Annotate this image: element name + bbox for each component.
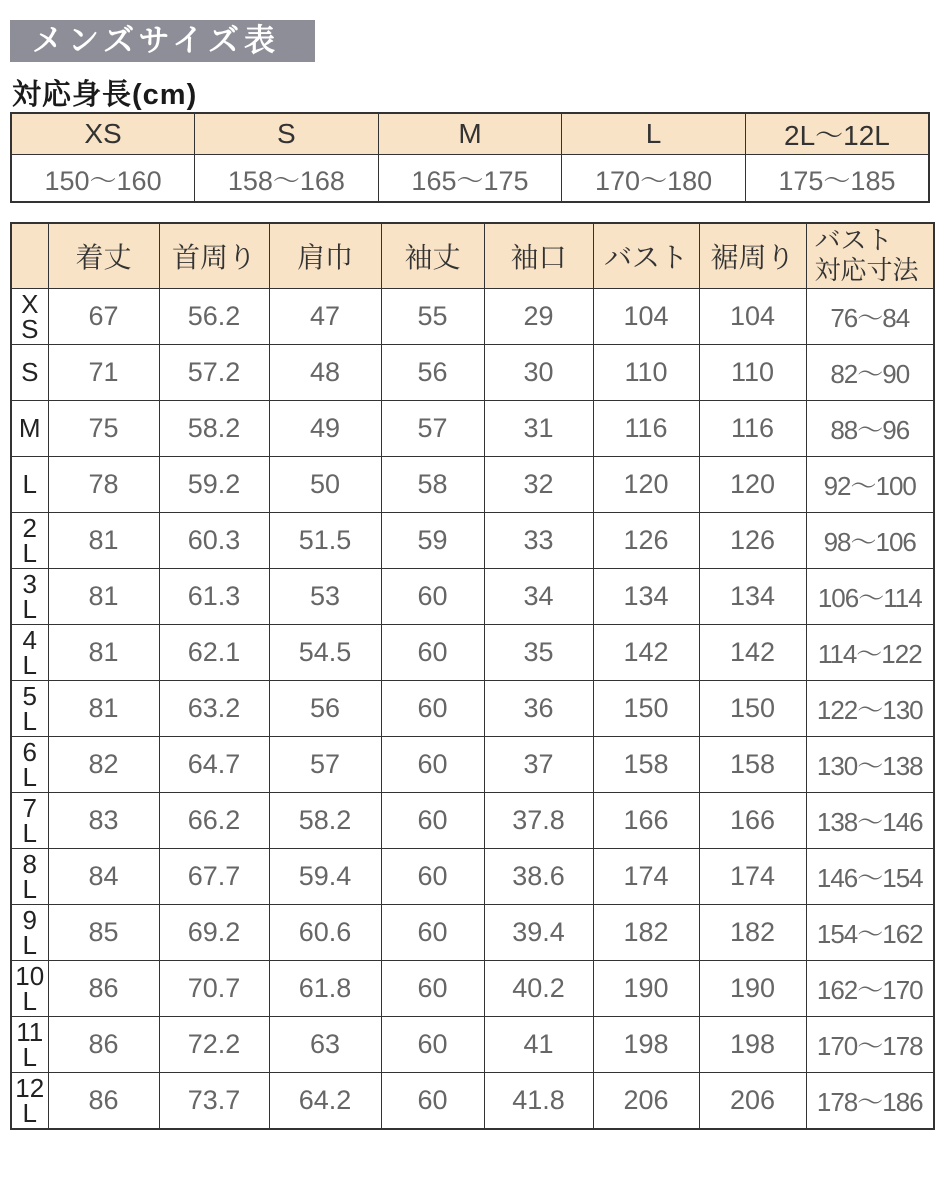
measurement-cell: 174 <box>593 849 699 905</box>
height-table-header-row <box>11 113 929 155</box>
row-size-label <box>11 401 48 457</box>
measurement-cell: 55 <box>381 289 484 345</box>
measurement-cell: 37 <box>484 737 593 793</box>
row-size-label-line: S <box>21 313 39 344</box>
measurement-cell: 158 <box>593 737 699 793</box>
table-row <box>11 849 934 905</box>
row-size-label-line: L <box>22 649 37 680</box>
row-size-label <box>11 1073 48 1130</box>
bust-range-cell: 88〜96 <box>806 401 934 457</box>
measurement-cell: 37.8 <box>484 793 593 849</box>
measurement-cell: 81 <box>48 681 159 737</box>
row-size-label-line: 2 <box>22 512 37 543</box>
measurement-cell: 34 <box>484 569 593 625</box>
row-size-label-line: S <box>21 357 39 388</box>
measurement-cell: 61.8 <box>269 961 381 1017</box>
measurement-cell: 60 <box>381 849 484 905</box>
height-table-size-header: XS <box>11 113 195 155</box>
height-table-range-cell: 175〜185 <box>745 155 929 203</box>
measurement-cell: 182 <box>593 905 699 961</box>
measurement-cell: 85 <box>48 905 159 961</box>
bust-range-cell: 178〜186 <box>806 1073 934 1130</box>
measurement-cell: 166 <box>593 793 699 849</box>
row-size-label-line: L <box>22 873 37 904</box>
page-title-text: メンズサイズ表 <box>32 23 280 58</box>
bust-range-cell: 170〜178 <box>806 1017 934 1073</box>
measurement-cell: 59.4 <box>269 849 381 905</box>
measurement-cell: 81 <box>48 625 159 681</box>
height-table-size-header: S <box>195 113 379 155</box>
row-size-label <box>11 345 48 401</box>
measurement-cell: 38.6 <box>484 849 593 905</box>
bust-range-cell: 82〜90 <box>806 345 934 401</box>
measurement-cell: 120 <box>593 457 699 513</box>
measurement-cell: 30 <box>484 345 593 401</box>
measurement-cell: 60 <box>381 625 484 681</box>
measurement-cell: 33 <box>484 513 593 569</box>
height-table-value-row <box>11 155 929 203</box>
measurement-cell: 58.2 <box>269 793 381 849</box>
measurement-cell: 48 <box>269 345 381 401</box>
measurement-cell: 35 <box>484 625 593 681</box>
measurement-cell: 60 <box>381 961 484 1017</box>
table-row <box>11 401 934 457</box>
row-size-label <box>11 569 48 625</box>
measurement-cell: 29 <box>484 289 593 345</box>
measurement-cell: 134 <box>593 569 699 625</box>
measurement-cell: 56 <box>269 681 381 737</box>
measurement-cell: 58.2 <box>159 401 269 457</box>
measurement-cell: 57 <box>381 401 484 457</box>
height-table-range-cell: 165〜175 <box>378 155 562 203</box>
measurement-cell: 56.2 <box>159 289 269 345</box>
row-size-label-line: L <box>22 593 37 624</box>
bust-range-cell: 122〜130 <box>806 681 934 737</box>
measurement-cell: 166 <box>699 793 806 849</box>
measurement-cell: 60 <box>381 793 484 849</box>
row-size-label <box>11 513 48 569</box>
table-row <box>11 737 934 793</box>
row-size-label-line: L <box>22 817 37 848</box>
measurement-cell: 70.7 <box>159 961 269 1017</box>
row-size-label-line: 8 <box>22 848 37 879</box>
measurement-cell: 60.6 <box>269 905 381 961</box>
row-size-label-line: L <box>22 537 37 568</box>
measurement-cell: 71 <box>48 345 159 401</box>
size-table-column-header: 裾周り <box>699 223 806 289</box>
row-size-label <box>11 289 48 345</box>
measurement-cell: 142 <box>593 625 699 681</box>
measurement-cell: 56 <box>381 345 484 401</box>
row-size-label-line: L <box>22 985 37 1016</box>
measurement-cell: 198 <box>593 1017 699 1073</box>
measurement-cell: 62.1 <box>159 625 269 681</box>
table-row <box>11 289 934 345</box>
row-size-label-line: M <box>18 413 41 444</box>
measurement-cell: 83 <box>48 793 159 849</box>
measurement-cell: 150 <box>699 681 806 737</box>
measurement-cell: 116 <box>699 401 806 457</box>
bust-range-cell: 146〜154 <box>806 849 934 905</box>
measurement-cell: 53 <box>269 569 381 625</box>
bust-range-cell: 92〜100 <box>806 457 934 513</box>
measurement-cell: 150 <box>593 681 699 737</box>
row-size-label-line: L <box>22 469 37 500</box>
measurement-cell: 59.2 <box>159 457 269 513</box>
measurement-cell: 64.7 <box>159 737 269 793</box>
measurement-cell: 206 <box>593 1073 699 1130</box>
measurement-cell: 60 <box>381 1017 484 1073</box>
row-size-label-line: L <box>22 1097 37 1128</box>
measurement-cell: 57.2 <box>159 345 269 401</box>
row-size-label-line: 10 <box>15 960 45 991</box>
table-row <box>11 625 934 681</box>
measurement-cell: 198 <box>699 1017 806 1073</box>
measurement-cell: 54.5 <box>269 625 381 681</box>
bust-range-cell: 114〜122 <box>806 625 934 681</box>
measurement-cell: 81 <box>48 513 159 569</box>
measurement-cell: 50 <box>269 457 381 513</box>
measurement-cell: 66.2 <box>159 793 269 849</box>
size-table-column-header: 着丈 <box>48 223 159 289</box>
measurement-cell: 49 <box>269 401 381 457</box>
measurement-cell: 32 <box>484 457 593 513</box>
row-size-label-line: X <box>21 288 39 319</box>
measurement-cell: 84 <box>48 849 159 905</box>
table-row <box>11 457 934 513</box>
table-row <box>11 513 934 569</box>
row-size-label-line: L <box>22 1041 37 1072</box>
table-row <box>11 961 934 1017</box>
height-table <box>10 112 930 203</box>
row-size-label-line: 11 <box>16 1016 44 1047</box>
row-size-label-line: L <box>22 705 37 736</box>
measurement-cell: 41.8 <box>484 1073 593 1130</box>
table-row <box>11 793 934 849</box>
height-table-range-cell: 158〜168 <box>195 155 379 203</box>
table-row <box>11 569 934 625</box>
measurement-cell: 126 <box>593 513 699 569</box>
measurement-cell: 67 <box>48 289 159 345</box>
size-table <box>10 222 935 1130</box>
measurement-cell: 78 <box>48 457 159 513</box>
measurement-cell: 59 <box>381 513 484 569</box>
height-table-caption: 対応身長(cm) <box>12 79 198 111</box>
size-table-header-row <box>11 223 934 289</box>
row-size-label-line: L <box>22 929 37 960</box>
size-table-header-bust-range-line: 対応寸法 <box>814 255 919 285</box>
table-row <box>11 1017 934 1073</box>
height-table-range-cell: 170〜180 <box>562 155 746 203</box>
page-title <box>10 20 315 62</box>
measurement-cell: 86 <box>48 1073 159 1130</box>
measurement-cell: 69.2 <box>159 905 269 961</box>
height-table-range-cell: 150〜160 <box>11 155 195 203</box>
measurement-cell: 75 <box>48 401 159 457</box>
bust-range-cell: 106〜114 <box>806 569 934 625</box>
bust-range-cell: 138〜146 <box>806 793 934 849</box>
measurement-cell: 39.4 <box>484 905 593 961</box>
measurement-cell: 60 <box>381 737 484 793</box>
table-row <box>11 905 934 961</box>
measurement-cell: 60.3 <box>159 513 269 569</box>
size-table-header-bust-range <box>806 223 934 289</box>
measurement-cell: 104 <box>593 289 699 345</box>
row-size-label <box>11 457 48 513</box>
row-size-label <box>11 625 48 681</box>
bust-range-cell: 154〜162 <box>806 905 934 961</box>
measurement-cell: 142 <box>699 625 806 681</box>
measurement-cell: 60 <box>381 905 484 961</box>
measurement-cell: 86 <box>48 961 159 1017</box>
measurement-cell: 116 <box>593 401 699 457</box>
size-table-header-bust-range-line: バスト <box>814 225 893 256</box>
measurement-cell: 31 <box>484 401 593 457</box>
measurement-cell: 72.2 <box>159 1017 269 1073</box>
measurement-cell: 190 <box>699 961 806 1017</box>
measurement-cell: 134 <box>699 569 806 625</box>
measurement-cell: 67.7 <box>159 849 269 905</box>
measurement-cell: 110 <box>699 345 806 401</box>
row-size-label-line: 5 <box>22 680 37 711</box>
row-size-label <box>11 1017 48 1073</box>
size-table-corner-cell <box>11 223 48 289</box>
bust-range-cell: 162〜170 <box>806 961 934 1017</box>
table-row <box>11 345 934 401</box>
measurement-cell: 63 <box>269 1017 381 1073</box>
row-size-label-line: L <box>22 761 37 792</box>
measurement-cell: 158 <box>699 737 806 793</box>
measurement-cell: 64.2 <box>269 1073 381 1130</box>
height-table-size-header: L <box>562 113 746 155</box>
measurement-cell: 182 <box>699 905 806 961</box>
row-size-label <box>11 905 48 961</box>
measurement-cell: 60 <box>381 681 484 737</box>
size-table-column-header: 袖口 <box>484 223 593 289</box>
measurement-cell: 60 <box>381 569 484 625</box>
row-size-label <box>11 793 48 849</box>
measurement-cell: 51.5 <box>269 513 381 569</box>
measurement-cell: 174 <box>699 849 806 905</box>
row-size-label <box>11 737 48 793</box>
measurement-cell: 47 <box>269 289 381 345</box>
row-size-label-line: 12 <box>15 1072 45 1103</box>
row-size-label-line: 7 <box>22 792 37 823</box>
bust-range-cell: 76〜84 <box>806 289 934 345</box>
table-row <box>11 681 934 737</box>
row-size-label <box>11 681 48 737</box>
measurement-cell: 190 <box>593 961 699 1017</box>
row-size-label-line: 9 <box>22 904 37 935</box>
measurement-cell: 36 <box>484 681 593 737</box>
measurement-cell: 82 <box>48 737 159 793</box>
measurement-cell: 61.3 <box>159 569 269 625</box>
measurement-cell: 104 <box>699 289 806 345</box>
row-size-label-line: 4 <box>22 624 37 655</box>
measurement-cell: 126 <box>699 513 806 569</box>
measurement-cell: 206 <box>699 1073 806 1130</box>
row-size-label-line: 3 <box>22 568 37 599</box>
row-size-label-line: 6 <box>22 736 37 767</box>
measurement-cell: 81 <box>48 569 159 625</box>
measurement-cell: 86 <box>48 1017 159 1073</box>
measurement-cell: 57 <box>269 737 381 793</box>
measurement-cell: 58 <box>381 457 484 513</box>
bust-range-cell: 130〜138 <box>806 737 934 793</box>
measurement-cell: 60 <box>381 1073 484 1130</box>
height-table-size-header: M <box>378 113 562 155</box>
size-table-column-header: 肩巾 <box>269 223 381 289</box>
measurement-cell: 120 <box>699 457 806 513</box>
size-table-column-header: 袖丈 <box>381 223 484 289</box>
table-row <box>11 1073 934 1130</box>
row-size-label <box>11 849 48 905</box>
measurement-cell: 73.7 <box>159 1073 269 1130</box>
size-table-column-header: バスト <box>593 223 699 289</box>
height-table-size-header: 2L〜12L <box>745 113 929 155</box>
measurement-cell: 63.2 <box>159 681 269 737</box>
measurement-cell: 40.2 <box>484 961 593 1017</box>
measurement-cell: 110 <box>593 345 699 401</box>
row-size-label <box>11 961 48 1017</box>
size-table-column-header: 首周り <box>159 223 269 289</box>
bust-range-cell: 98〜106 <box>806 513 934 569</box>
measurement-cell: 41 <box>484 1017 593 1073</box>
